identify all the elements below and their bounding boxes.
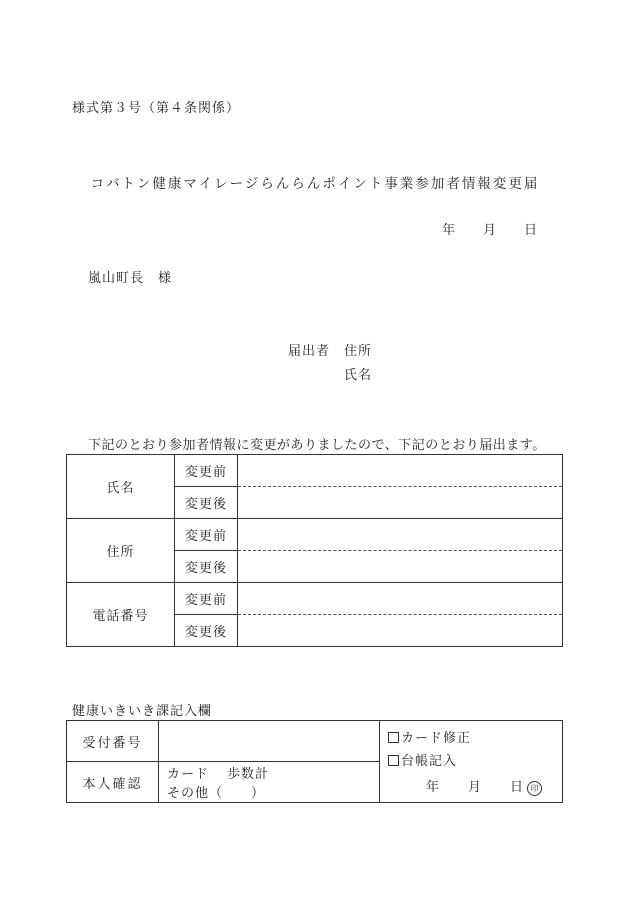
- checkbox-icon[interactable]: [388, 755, 399, 766]
- addressee: 嵐山町長 様: [88, 271, 173, 286]
- office-date: [426, 776, 571, 796]
- item-address-label: 住所: [67, 519, 175, 583]
- phone-before-row: [67, 583, 563, 615]
- ledger-check[interactable]: [388, 750, 457, 769]
- identity-option-card[interactable]: カード: [167, 767, 210, 782]
- name-after-field[interactable]: [238, 487, 563, 519]
- identity-option-other[interactable]: その他（ ）: [167, 786, 266, 801]
- receipt-number-field[interactable]: [159, 721, 380, 762]
- checkbox-icon[interactable]: [388, 732, 399, 743]
- office-date-month: 月: [468, 780, 482, 795]
- applicant-name-label: 氏名: [344, 368, 373, 383]
- name-before-row: [67, 455, 563, 487]
- date-month: 月: [483, 223, 497, 238]
- office-section-label: 健康いきいき課記入欄: [72, 704, 213, 719]
- address-before-field[interactable]: [238, 519, 563, 551]
- after-label: 変更後: [175, 487, 238, 519]
- identity-option-pedometer[interactable]: 歩数計: [227, 767, 270, 782]
- document-title: コバトン健康マイレージらんらんポイント事業参加者情報変更届: [90, 176, 540, 192]
- receipt-number-label: 受付番号: [67, 721, 159, 762]
- before-label: 変更前: [175, 455, 238, 487]
- address-before-row: [67, 519, 563, 551]
- office-check-cell: [380, 721, 563, 803]
- card-fix-check[interactable]: [388, 727, 471, 746]
- card-fix-label: カード修正: [401, 731, 472, 746]
- date-day: 日: [524, 223, 538, 238]
- before-label: 変更前: [175, 519, 238, 551]
- after-label: 変更後: [175, 615, 238, 647]
- phone-before-field[interactable]: [238, 583, 563, 615]
- office-date-year: 年: [426, 780, 440, 795]
- seal-icon: 印: [527, 781, 542, 796]
- office-date-day: 日: [510, 780, 524, 795]
- changes-table: [66, 454, 563, 647]
- after-label: 変更後: [175, 551, 238, 583]
- item-name-label: 氏名: [67, 455, 175, 519]
- applicant-address-label: 届出者 住所: [288, 344, 373, 359]
- item-phone-label: 電話番号: [67, 583, 175, 647]
- before-label: 変更前: [175, 583, 238, 615]
- name-before-field[interactable]: [238, 455, 563, 487]
- receipt-row: [67, 721, 563, 762]
- submission-date: [442, 219, 537, 238]
- identity-options: [159, 762, 380, 803]
- ledger-label: 台帳記入: [401, 754, 458, 769]
- office-use-table: [66, 720, 563, 803]
- phone-after-field[interactable]: [238, 615, 563, 647]
- form-number: 様式第３号（第４条関係）: [72, 101, 241, 116]
- address-after-field[interactable]: [238, 551, 563, 583]
- statement-text: 下記のとおり参加者情報に変更がありましたので、下記のとおり届出ます。: [88, 438, 546, 453]
- date-year: 年: [442, 223, 456, 238]
- identity-check-label: 本人確認: [67, 762, 159, 803]
